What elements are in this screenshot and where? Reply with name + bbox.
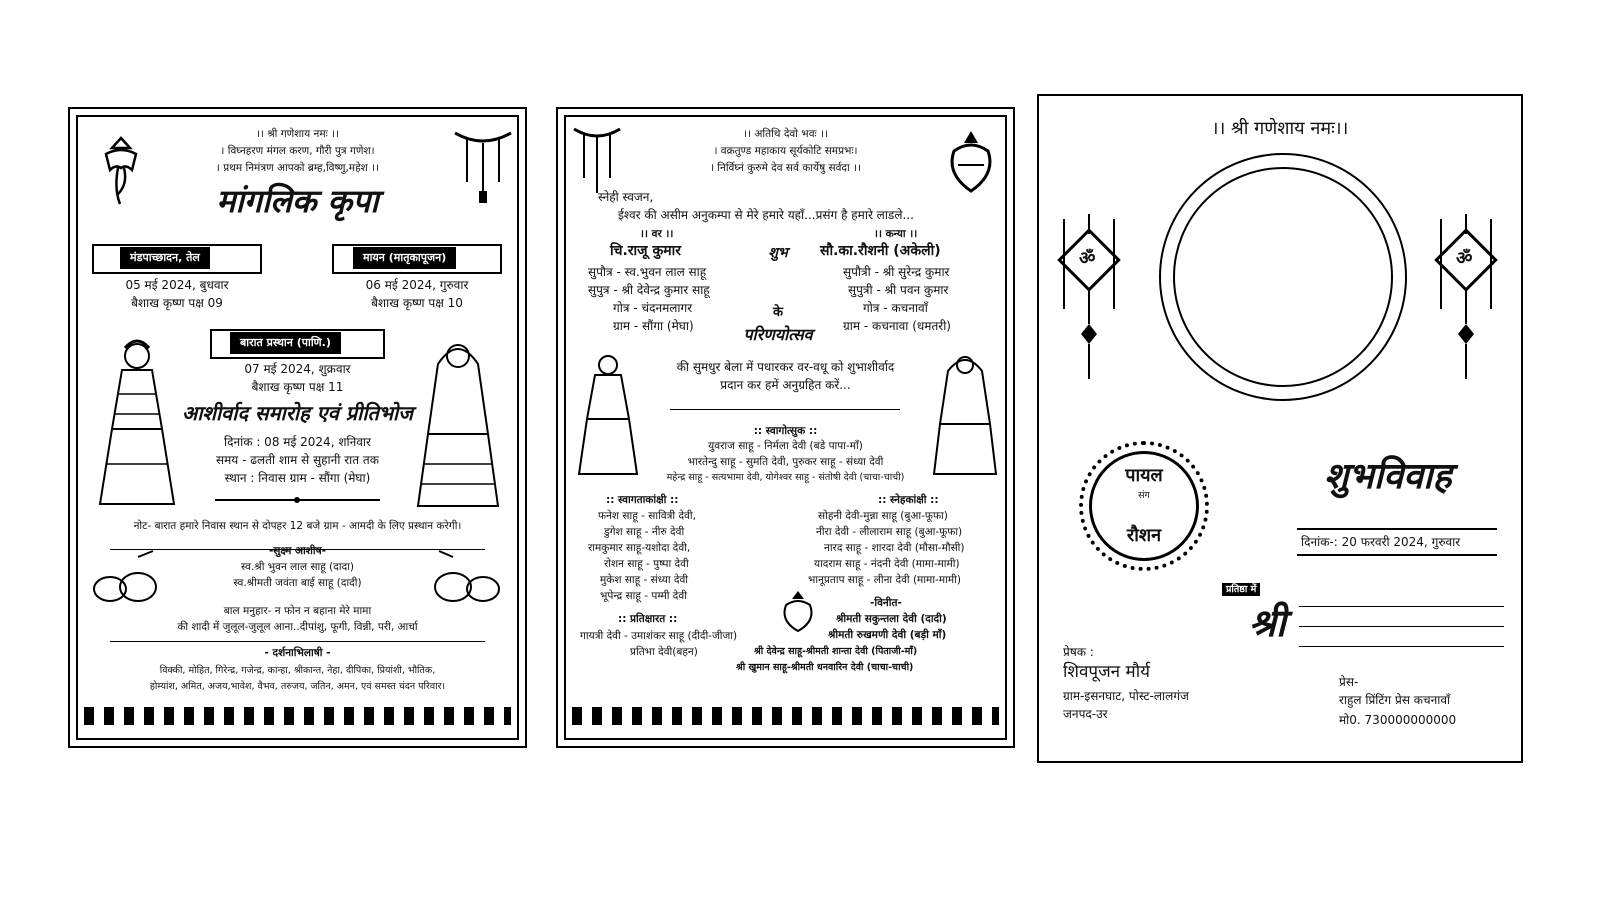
bride-line-3: गोत्र - कचनावाँ <box>863 301 928 315</box>
svk-line-3: रामकुमार साहू-यशोदा देवी, <box>588 542 691 554</box>
bal-manuhar-1: बाल मनुहार- न फोन न बहाना मेरे मामा <box>223 605 372 617</box>
divider-dot <box>294 497 300 503</box>
vinit-title: -विनीत- <box>870 597 902 609</box>
var-label: ।। वर ।। <box>640 228 674 240</box>
center-shubh: शुभ <box>768 245 788 261</box>
bottom-border-pattern <box>572 707 999 725</box>
groom-line-2: सुपुत्र - श्री देवेन्द्र कुमार साहू <box>588 283 710 297</box>
bottom-border-pattern <box>84 707 511 725</box>
bless-line-1: की सुमधुर बेला में पधारकर वर-वधू को शुभाशीर्वाद <box>676 360 895 374</box>
groom-line-4: ग्राम - सौंगा (मेघा) <box>613 319 694 333</box>
groom-illustration <box>92 334 182 514</box>
parinayotsav-logo: परिणयोत्सव <box>743 325 813 344</box>
vinit-line-2: श्रीमती रुखमणी देवी (बड़ी माँ) <box>828 629 947 641</box>
seal-name-bottom: रौशन <box>1126 525 1162 546</box>
darshan-title: - दर्शनाभिलाषी - <box>264 647 331 659</box>
event1-tithi: बैशाख कृष्ण पक्ष 09 <box>131 296 223 310</box>
om-icon: ॐ <box>1456 248 1473 269</box>
event3-title: बारात प्रस्थान (पाणि.) <box>230 332 341 354</box>
press-label: प्रेस- <box>1339 675 1359 689</box>
event3-tithi: बैशाख कृष्ण पक्ष 11 <box>251 380 344 394</box>
note-text: नोट- बारात हमारे निवास स्थान से दोपहर 12 बजे ग्राम - आमदी के लिए प्रस्थान करेगी। <box>133 520 462 532</box>
event2-tithi: बैशाख कृष्ण पक्ष 10 <box>371 296 463 310</box>
center-ke: के <box>773 305 783 320</box>
bride-illustration <box>413 334 503 514</box>
bal-manuhar-2: की शादी में जुलूल-जुलूल आना..दीपांशु, फूगी, विन्नी, परी, आर्चा <box>177 621 418 633</box>
address-line <box>1299 606 1504 607</box>
svagat-title: :: स्वागोत्सुक :: <box>753 425 818 437</box>
om-hanging-left <box>1054 214 1124 384</box>
invitation-card-cover <box>1037 94 1523 763</box>
prati-line-1: गायत्री देवी - उमाशंकर साहू (दीदी-जीजा) <box>580 630 738 642</box>
om-icon: ॐ <box>1079 248 1096 269</box>
event2-date: 06 मई 2024, गुरुवार <box>365 278 469 292</box>
pratishtha-label: प्रतिष्ठा में <box>1222 583 1260 596</box>
kalash-icon <box>780 589 816 633</box>
prati-line-2: प्रतिभा देवी(बहन) <box>630 646 698 658</box>
sender-name: शिवपूजन मौर्य <box>1063 662 1150 682</box>
snehak-line-2: नीरा देवी - लीलाराम साहू (बुआ-फूफा) <box>816 526 963 538</box>
divider <box>670 409 900 410</box>
snehak-line-1: सोहनी देवी-मुन्ना साहू (बुआ-फूफा) <box>818 510 948 522</box>
header-line-3: । प्रथम निमंत्रण आपको ब्रम्ह,विष्णु,महेश ।। <box>215 162 380 174</box>
svk-title: :: स्वागताकांक्षी :: <box>606 494 679 506</box>
bride-line-4: ग्राम - कचनावा (धमतरी) <box>843 319 951 333</box>
photo-circle-inner <box>1173 167 1393 387</box>
wedding-date: दिनांक-: 20 फरवरी 2024, गुरुवार <box>1301 535 1461 549</box>
main-event-place: स्थान : निवास ग्राम - सौंगा (मेघा) <box>224 471 371 485</box>
svk-line-2: डुगेश साहू - नीरु देवी <box>604 526 685 538</box>
event2-title: मायन (मातृकापूजन) <box>353 247 456 269</box>
divider <box>110 641 485 642</box>
svk-line-5: मुकेश साहू - संध्या देवी <box>600 574 689 586</box>
vinit-line-4: श्री खुमान साहू-श्रीमती धनवारिन देवी (चाचा-चाची) <box>736 662 914 673</box>
svk-line-4: रोशन साहू - पुष्पा देवी <box>604 558 689 570</box>
preshak-label: प्रेषक : <box>1063 645 1094 659</box>
address-line <box>1299 646 1504 647</box>
intro-text: ईश्वर की असीम अनुकम्पा से मेरे हमारे यहाँ...प्रसंग है हमारे लाडले... <box>618 208 914 222</box>
bride-line-1: सुपौत्री - श्री सुरेन्द्र कुमार <box>843 265 950 279</box>
svk-line-1: फनेश साहू - सावित्री देवी, <box>598 510 696 522</box>
header-line-2: । वक्रतुण्ड महाकाय सूर्यकोटि समप्रभः। <box>713 145 858 157</box>
header-line-3: । निर्विघ्नं कुरुमे देव सर्व कार्येषु सर्वदा ।। <box>709 162 862 174</box>
greeting: स्नेही स्वजन, <box>598 190 654 204</box>
header-line-2: । विघ्नहरण मंगल करण, गौरी पुत्र गणेश। <box>220 145 375 157</box>
seal-sang: संग <box>1138 490 1150 501</box>
date-rule <box>1297 528 1497 530</box>
main-event-date: दिनांक : 08 मई 2024, शनिवार <box>224 435 371 449</box>
sender-address-2: जनपद-उर <box>1063 707 1108 721</box>
snehak-line-4: यादराम साहू - नंदनी देवी (मामा-मामी) <box>814 558 960 570</box>
ashish-title: -सुक्ष्म आशीष- <box>268 545 327 557</box>
event1-date: 05 मई 2024, बुधवार <box>125 278 229 292</box>
header-line-1: ।। अतिथि देवो भवः ।। <box>743 128 828 140</box>
header-line-1: ।। श्री गणेशाय नमः ।। <box>255 128 340 140</box>
groom-name: चि.राजू कुमार <box>610 243 681 259</box>
bless-line-2: प्रदान कर हमें अनुग्रहित करें... <box>720 378 851 392</box>
snehak-line-3: नारद साहू - शारदा देवी (मौसा-मौसी) <box>824 542 965 554</box>
invitation-card-middle <box>556 107 1015 748</box>
sender-address-1: ग्राम-इसनघाट, पोस्ट-लालगंज <box>1063 689 1189 703</box>
vinit-line-1: श्रीमती सकुन्तला देवी (दादी) <box>836 613 947 625</box>
bride-name: सौ.का.रौशनी (अकेली) <box>820 243 941 259</box>
bride-line-2: सुपुत्री - श्री पवन कुमार <box>848 283 949 297</box>
darshan-line-2: होम्यांश, अमित, अजय,भावेश, वैभव, तरुजय, जतिन, अमन, एवं समस्त चंदन परिवार। <box>149 681 446 692</box>
om-hanging-right <box>1431 214 1501 384</box>
kanya-label: ।। कन्या ।। <box>874 228 918 240</box>
date-rule <box>1297 554 1497 556</box>
main-event-time: समय - ढलती शाम से सुहानी रात तक <box>216 453 379 467</box>
address-line <box>1299 626 1504 627</box>
darshan-line-1: विक्की, मोहित, गिरेन्द्र, गजेन्द्र, कान्हा, श्रीकान्त, नेहा, दीपिका, प्रियांशी, भौतिक, <box>159 665 436 676</box>
shubh-vivah-logo: शुभविवाह <box>1324 455 1452 497</box>
shri-logo: श्री <box>1249 600 1286 645</box>
invitation-card-left <box>68 107 527 748</box>
svagat-line-1: युवराज साहू - निर्मला देवी (बडे पापा-माँ) <box>708 440 863 452</box>
vinit-line-3: श्री देवेन्द्र साहू-श्रीमती शान्ता देवी (पिताजी-माँ) <box>754 646 918 657</box>
press-name: राहुल प्रिंटिंग प्रेस कचनावाँ <box>1339 693 1451 707</box>
cover-header: ।। श्री गणेशाय नमः।। <box>1211 118 1349 139</box>
event3-date: 07 मई 2024, शुक्रवार <box>244 362 351 376</box>
svagat-line-2: भारतेन्दु साहू - सुमति देवी, पुरुकर साहू - संध्या देवी <box>687 456 884 468</box>
svk-line-6: भूपेन्द्र साहू - पम्मी देवी <box>600 590 687 602</box>
groom-line-1: सुपौत्र - स्व.भुवन लाल साहू <box>588 265 707 279</box>
snehak-title: :: स्नेहकांक्षी :: <box>878 494 939 506</box>
main-event-title: आशीर्वाद समारोह एवं प्रीतिभोज <box>181 401 414 425</box>
ashish-line-2: स्व.श्रीमती जवंता बाई साहू (दादी) <box>233 577 362 589</box>
prati-title: :: प्रतिक्षारत :: <box>618 613 678 625</box>
groom-line-3: गोत्र - चंदनमलागर <box>613 301 693 315</box>
press-mobile: मो0. 730000000000 <box>1339 713 1457 727</box>
snehak-line-5: भानूप्रताप साहू - लीना देवी (मामा-मामी) <box>808 574 961 586</box>
event1-title: मंडपाच्छादन, तेल <box>120 247 210 269</box>
manglik-logo: मांगलिक कृपा <box>216 182 379 220</box>
seal-name-top: पायल <box>1125 465 1163 486</box>
svagat-line-3: महेन्द्र साहू - सत्यभामा देवी, योगेश्वर साहू - संतोषी देवी (चाचा-चाची) <box>666 472 905 483</box>
ashish-line-1: स्व.श्री भुवन लाल साहू (दादा) <box>241 561 354 573</box>
